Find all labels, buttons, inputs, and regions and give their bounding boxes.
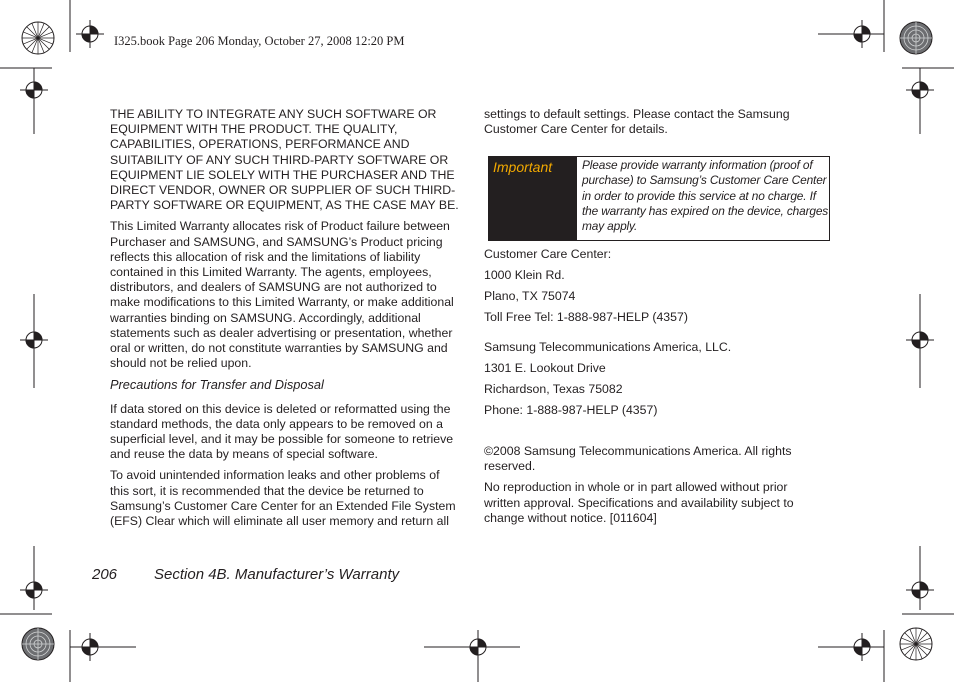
- page-number: 206: [92, 566, 118, 583]
- text-line: contained in this Limited Warranty. The agents, employees,: [110, 265, 432, 280]
- text-line: purchase) to Samsung’s Customer Care Center: [582, 173, 827, 188]
- section-title: Section 4B. Manufacturer’s Warranty: [154, 566, 400, 583]
- text-line: This Limited Warranty allocates risk of Product failure between: [110, 219, 450, 234]
- text-line: superficial level, and it may be possible for someone to retrieve: [110, 432, 454, 447]
- text-line: To avoid unintended information leaks and other problems of: [110, 468, 440, 483]
- sta-city: Richardson, Texas 75082: [484, 382, 623, 396]
- text-line: settings to default settings. Please contact the Samsung: [484, 107, 790, 121]
- running-head: I325.book Page 206 Monday, October 27, 2008 12:20 PM: [114, 34, 405, 48]
- reproduction-paragraph: [484, 480, 834, 526]
- text-line: this sort, it is recommended that the device be returned to: [110, 483, 424, 498]
- copyright-block: [484, 444, 834, 532]
- text-line: warranties binding on SAMSUNG. Accordingly, additional: [110, 310, 421, 325]
- text-line: change without notice. [011604]: [484, 510, 657, 525]
- text-line: oral or written, do not constitute warranties by SAMSUNG and: [110, 341, 448, 356]
- text-line: in order to provide this service at no charge. If: [582, 188, 816, 203]
- sta-street: 1301 E. Lookout Drive: [484, 361, 606, 375]
- text-line: statements such as dealer advertising or presentation, whether: [110, 325, 453, 340]
- text-line: the warranty has expired on the device, charges: [582, 203, 829, 218]
- left-column: [110, 107, 460, 535]
- customer-care-city: Plano, TX 75074: [484, 289, 576, 303]
- text-line: DIRECT VENDOR, OWNER OR SUPPLIER OF SUCH THIRD-: [110, 183, 456, 198]
- right-column-continued: [484, 107, 834, 143]
- important-label: Important: [489, 157, 577, 240]
- text-line: standard methods, the data only appears to be removed on a: [110, 416, 443, 431]
- text-line: written approval. Specifications and availability subject to: [484, 495, 794, 510]
- text-line: Purchaser and SAMSUNG, and SAMSUNG’s Product pricing: [110, 234, 443, 249]
- text-line: may apply.: [582, 219, 638, 234]
- text-line: ©2008 Samsung Telecommunications America. All rights: [484, 444, 792, 458]
- limited-warranty-paragraph: [110, 219, 460, 371]
- text-line: CAPABILITIES, OPERATIONS, PERFORMANCE AND: [110, 137, 410, 152]
- text-line: SUITABILITY OF ANY SUCH THIRD-PARTY SOFTWARE OR: [110, 152, 449, 167]
- text-line: Samsung’s Customer Care Center for an Extended File System: [110, 498, 456, 513]
- text-line: make modifications to this Limited Warranty, or make additional: [110, 295, 454, 310]
- text-line: reflects this allocation of risk and the limitations of liability: [110, 249, 421, 264]
- text-line: and reuse the data by means of special software.: [110, 447, 378, 462]
- precautions-subheading: Precautions for Transfer and Disposal: [110, 377, 324, 393]
- data-deletion-paragraph: [110, 402, 460, 463]
- text-line: distributors, and dealers of SAMSUNG are not authorized to: [110, 280, 437, 295]
- text-line: (EFS) Clear which will eliminate all user memory and return all: [110, 514, 449, 529]
- avoid-leaks-paragraph: [110, 468, 460, 529]
- continued-paragraph: [484, 107, 834, 137]
- sta-phone: Phone: 1-888-987-HELP (4357): [484, 403, 658, 417]
- text-line: If data stored on this device is deleted or reformatted using the: [110, 401, 451, 416]
- text-line: EQUIPMENT LIE SOLELY WITH THE PURCHASER AND THE: [110, 167, 455, 182]
- customer-care-heading: Customer Care Center:: [484, 247, 612, 261]
- text-line: Please provide warranty information (proof of: [582, 158, 813, 172]
- text-line: THE ABILITY TO INTEGRATE ANY SUCH SOFTWARE OR: [110, 107, 437, 121]
- disclaimer-caps-paragraph: [110, 107, 460, 213]
- text-line: should not be relied upon.: [110, 356, 252, 371]
- text-line: No reproduction in whole or in part allowed without prior: [484, 480, 788, 495]
- important-note-text: [577, 157, 829, 240]
- text-line: EQUIPMENT WITH THE PRODUCT. THE QUALITY,: [110, 122, 398, 137]
- text-line: PARTY SOFTWARE OR EQUIPMENT, AS THE CASE MAY BE.: [110, 198, 459, 213]
- text-line: reserved.: [484, 459, 536, 474]
- text-line: Customer Care Center for details.: [484, 122, 668, 137]
- important-note-box: [488, 156, 830, 241]
- customer-care-street: 1000 Klein Rd.: [484, 268, 565, 282]
- customer-care-toll-free: Toll Free Tel: 1-888-987-HELP (4357): [484, 310, 688, 324]
- sta-company-name: Samsung Telecommunications America, LLC.: [484, 340, 732, 354]
- copyright-paragraph: [484, 444, 834, 474]
